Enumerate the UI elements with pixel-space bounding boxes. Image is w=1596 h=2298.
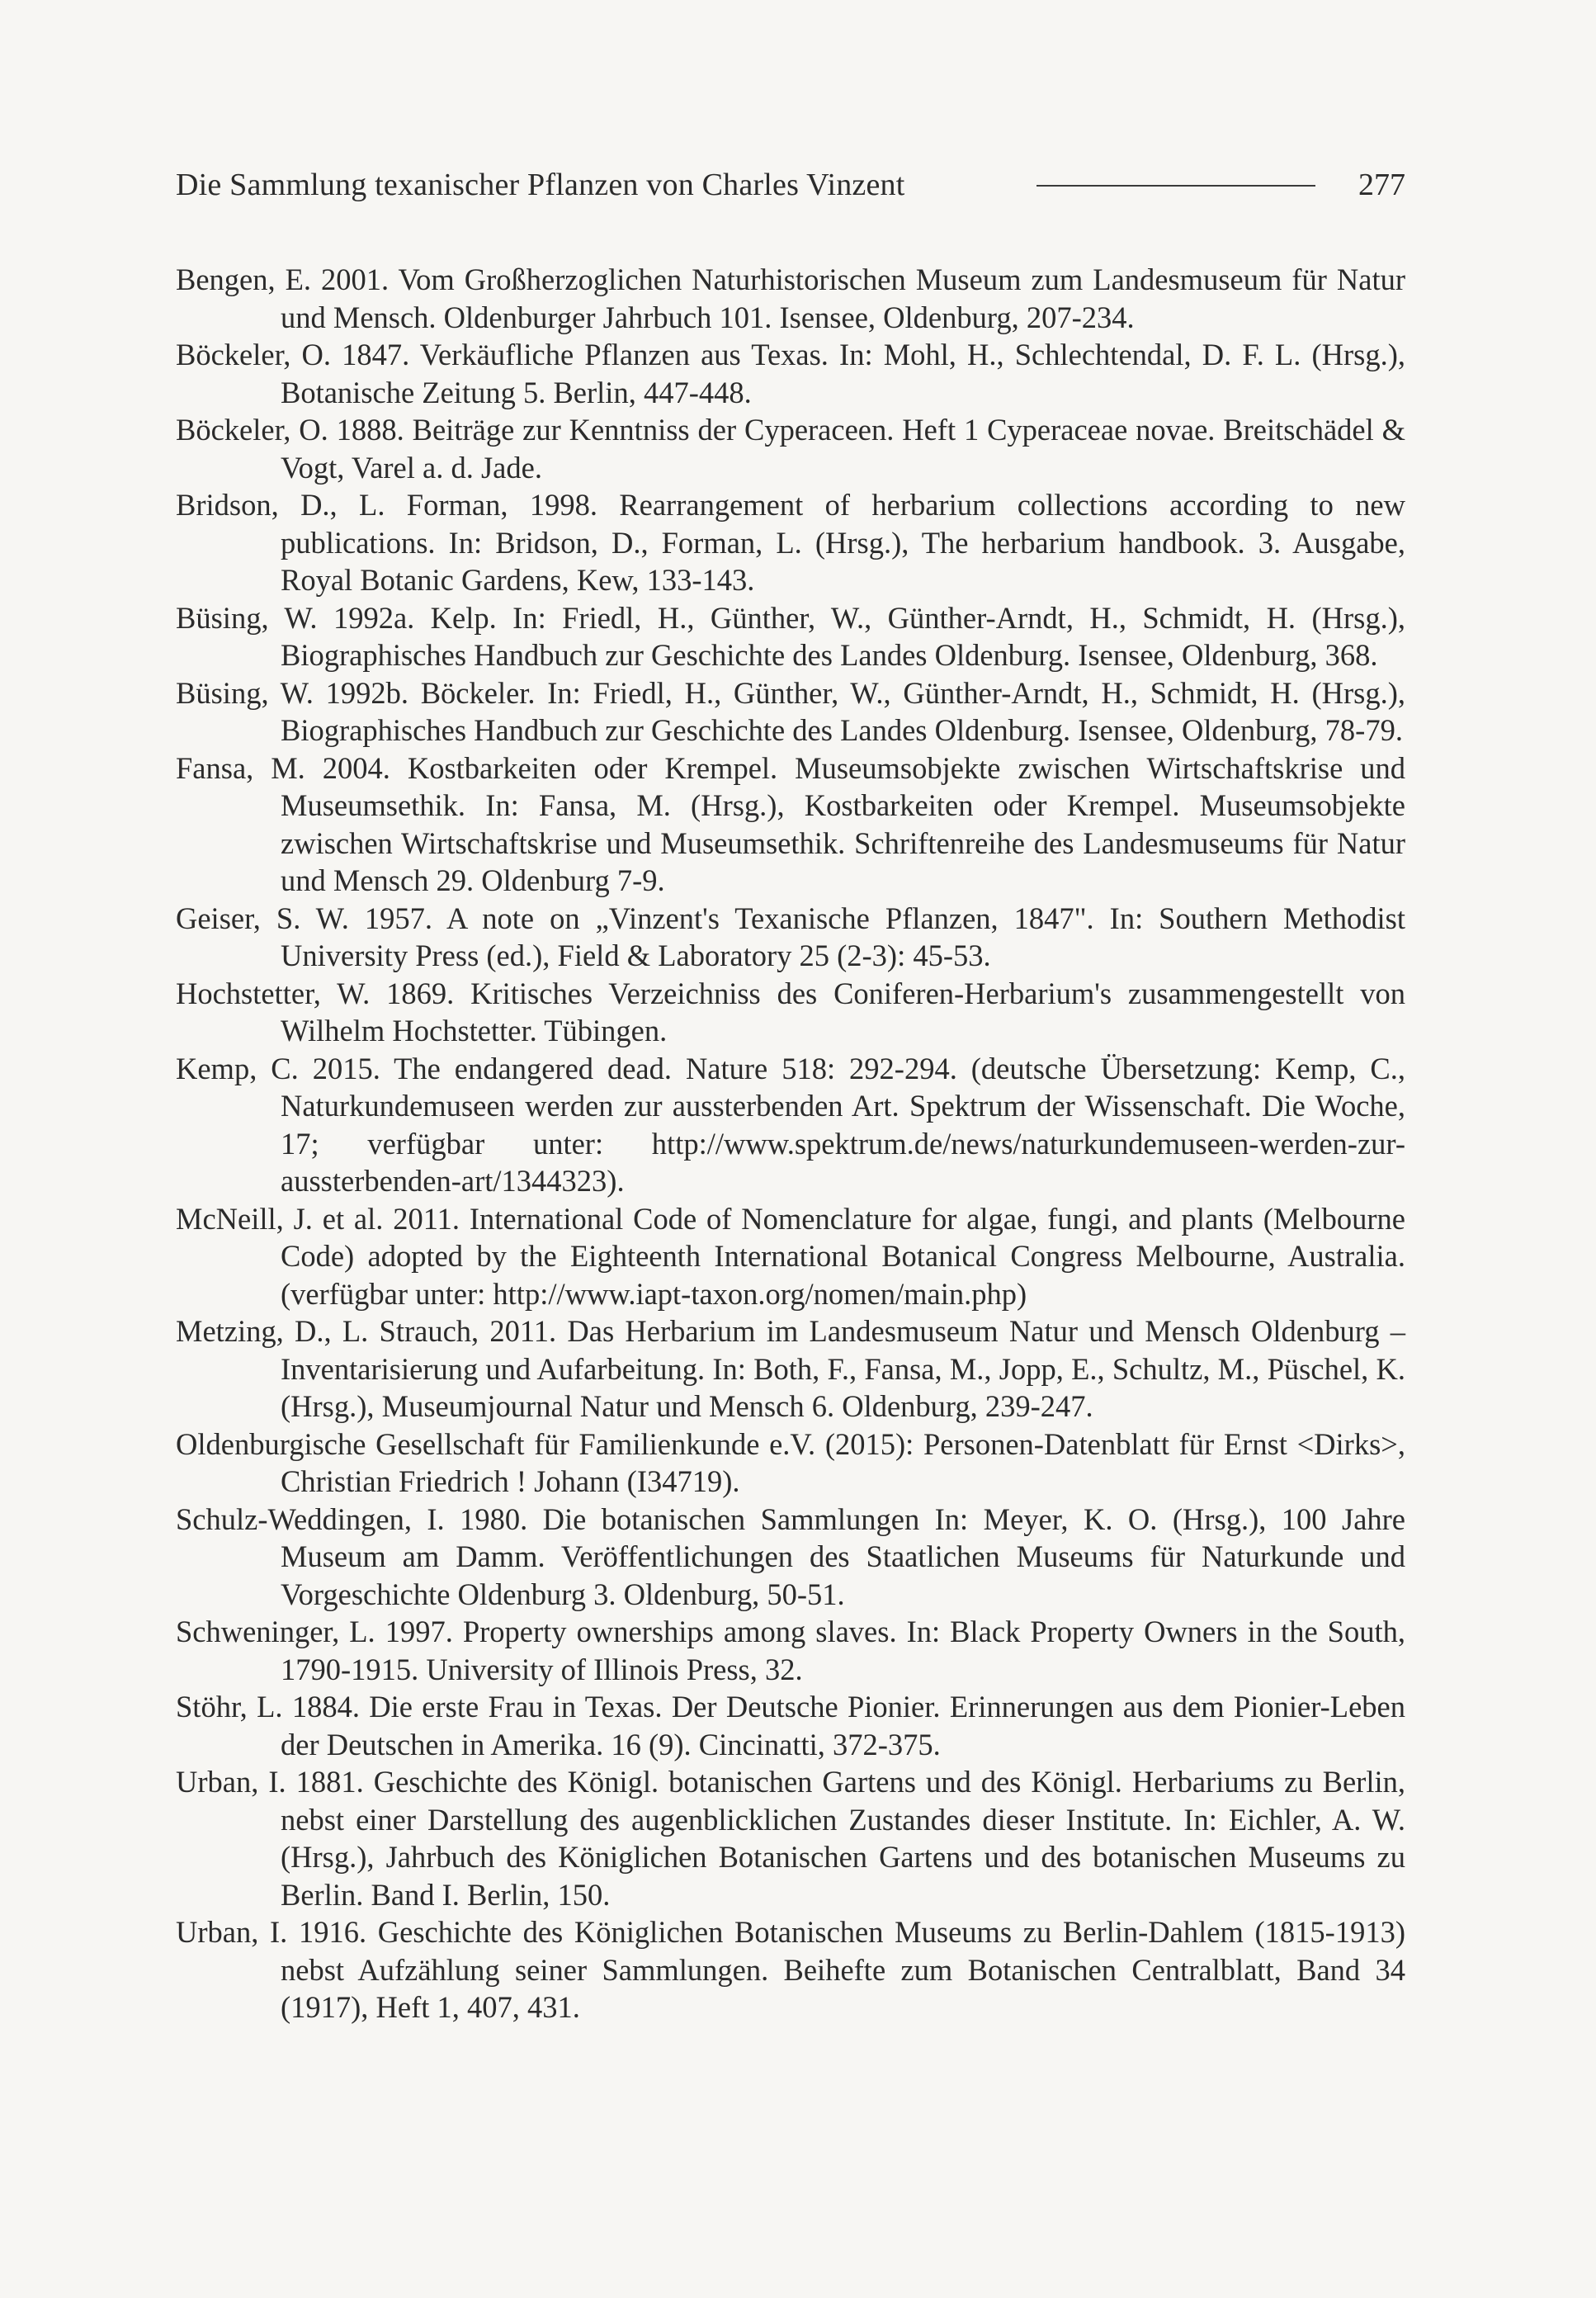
reference-entry: Metzing, D., L. Strauch, 2011. Das Herbarium im Landesmuseum Natur und Mensch Oldenburg – Inventarisierung und Aufarbeitung. In: Both, F., Fansa, M., Jopp, E., Schultz, M., Püschel, K. (Hrsg.), Museumjournal Natur und Mensch 6. Oldenburg, 239-247. xyxy=(176,1314,1405,1423)
reference-entry: Geiser, S. W. 1957. A note on „Vinzent's Texanische Pflanzen, 1847". In: Southern Methodist University Press (ed.), Field & Laboratory 25 (2-3): 45-53. xyxy=(176,901,1405,972)
reference-entry: Hochstetter, W. 1869. Kritisches Verzeichniss des Coniferen-Herbarium's zusammengestellt von Wilhelm Hochstetter. Tübingen. xyxy=(176,976,1405,1047)
reference-entry: Oldenburgische Gesellschaft für Familienkunde e.V. (2015): Personen-Datenblatt für Ernst <Dirks>, Christian Friedrich ! Johann (I34719). xyxy=(176,1426,1405,1498)
reference-entry: Urban, I. 1881. Geschichte des Königl. botanischen Gartens und des Königl. Herbariums zu Berlin, nebst einer Darstellung des augenblicklichen Zustandes dieser Institute. In: Eichler, A. W. (Hrsg.), Jahrbuch des Königlichen Botanischen Gartens und des botanischen Museums zu Berlin. Band I. Berlin, 150. xyxy=(176,1765,1405,1912)
reference-entry: Schweninger, L. 1997. Property ownerships among slaves. In: Black Property Owners in the South, 1790-1915. University of Illinois Press, 32. xyxy=(176,1615,1405,1686)
reference-entry: Kemp, C. 2015. The endangered dead. Nature 518: 292-294. (deutsche Übersetzung: Kemp, C., Naturkundemuseen werden zur aussterbenden Art. Spektrum der Wissenschaft. Die Woche, 17; verfügbar unter: http://www.spektrum.de/news/naturkundemuseen-werden-zur-aussterbenden-art/1344323). xyxy=(176,1051,1405,1198)
reference-entry: Bengen, E. 2001. Vom Großherzoglichen Naturhistorischen Museum zum Landesmuseum für Natur und Mensch. Oldenburger Jahrbuch 101. Isensee, Oldenburg, 207-234. xyxy=(176,262,1405,334)
running-title: Die Sammlung texanischer Pflanzen von Charles Vinzent xyxy=(176,168,905,202)
running-head xyxy=(176,162,1405,208)
reference-entry: Böckeler, O. 1888. Beiträge zur Kenntniss der Cyperaceen. Heft 1 Cyperaceae novae. Breitschädel & Vogt, Varel a. d. Jade. xyxy=(176,413,1405,485)
reference-entry: Fansa, M. 2004. Kostbarkeiten oder Krempel. Museumsobjekte zwischen Wirtschaftskrise und Museumsethik. In: Fansa, M. (Hrsg.), Kostbarkeiten oder Krempel. Museumsobjekte zwischen Wirtschaftskrise und Museumsethik. Schriftenreihe des Landesmuseums für Natur und Mensch 29. Oldenburg 7-9. xyxy=(176,750,1405,897)
reference-entry: McNeill, J. et al. 2011. International Code of Nomenclature for algae, fungi, and plants (Melbourne Code) adopted by the Eighteenth International Botanical Congress Melbourne, Australia. (verfügbar unter: http://www.iapt-taxon.org/nomen/main.php) xyxy=(176,1201,1405,1311)
reference-entry: Bridson, D., L. Forman, 1998. Rearrangement of herbarium collections according to new publications. In: Bridson, D., Forman, L. (Hrsg.), The herbarium handbook. 3. Ausgabe, Royal Botanic Gardens, Kew, 133-143. xyxy=(176,488,1405,597)
header-rule xyxy=(1036,185,1315,187)
reference-entry: Büsing, W. 1992b. Böckeler. In: Friedl, H., Günther, W., Günther-Arndt, H., Schmidt, H. (Hrsg.), Biographisches Handbuch zur Geschichte des Landes Oldenburg. Isensee, Oldenburg, 78-79. xyxy=(176,675,1405,747)
reference-list xyxy=(176,261,1405,2026)
reference-entry: Stöhr, L. 1884. Die erste Frau in Texas. Der Deutsche Pionier. Erinnerungen aus dem Pionier-Leben der Deutschen in Amerika. 16 (9). Cincinatti, 372-375. xyxy=(176,1690,1405,1761)
reference-entry: Schulz-Weddingen, I. 1980. Die botanischen Sammlungen In: Meyer, K. O. (Hrsg.), 100 Jahre Museum am Damm. Veröffentlichungen des Staatlichen Museums für Naturkunde und Vorgeschichte Oldenburg 3. Oldenburg, 50-51. xyxy=(176,1501,1405,1611)
page-number: 277 xyxy=(1358,168,1405,202)
reference-entry: Böckeler, O. 1847. Verkäufliche Pflanzen aus Texas. In: Mohl, H., Schlechtendal, D. F. L. (Hrsg.), Botanische Zeitung 5. Berlin, 447-448. xyxy=(176,338,1405,409)
reference-entry: Büsing, W. 1992a. Kelp. In: Friedl, H., Günther, W., Günther-Arndt, H., Schmidt, H. (Hrsg.), Biographisches Handbuch zur Geschichte des Landes Oldenburg. Isensee, Oldenburg, 368. xyxy=(176,600,1405,672)
reference-entry: Urban, I. 1916. Geschichte des Königlichen Botanischen Museums zu Berlin-Dahlem (1815-1913) nebst Aufzählung seiner Sammlungen. Beihefte zum Botanischen Centralblatt, Band 34 (1917), Heft 1, 407, 431. xyxy=(176,1915,1405,2024)
